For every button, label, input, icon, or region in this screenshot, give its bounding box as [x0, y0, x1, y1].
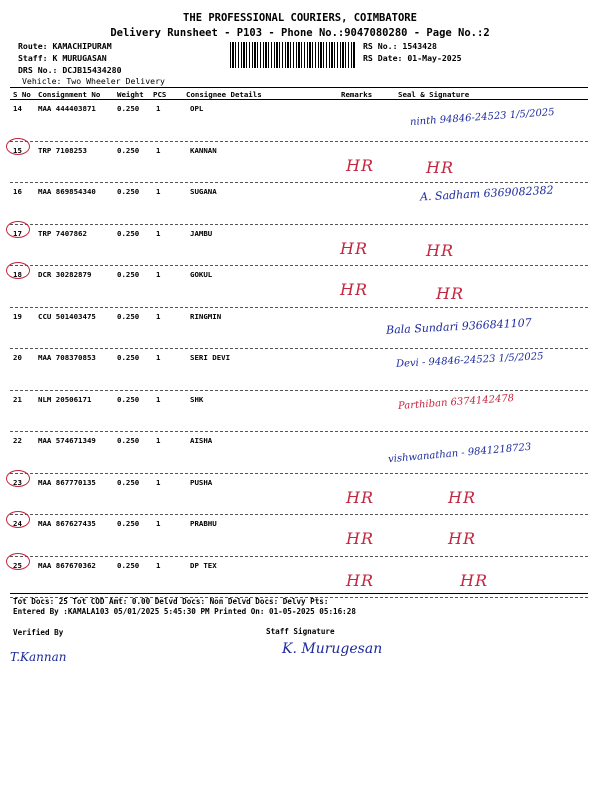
row-circle-mark [6, 221, 30, 238]
row-sno: 23 [13, 477, 22, 487]
table-row [0, 266, 600, 308]
row-signature: HR [448, 529, 476, 548]
row-remark: HR [346, 155, 374, 175]
row-consignee: KANNAN [190, 145, 217, 155]
entered-line: Entered By :KAMALA103 05/01/2025 5:45:30 PM Printed On: 01-05-2025 05:16:28 [13, 607, 356, 616]
row-sno: 21 [13, 394, 22, 404]
row-weight: 0.250 [117, 228, 140, 238]
row-pcs: 1 [156, 519, 161, 528]
row-sno: 17 [13, 228, 22, 238]
row-consignee: RINGMIN [190, 311, 222, 321]
row-consignment-no: TRP 7407862 [38, 228, 87, 238]
row-circle-mark [6, 470, 30, 487]
barcode-image [230, 42, 356, 68]
runsheet-title: Delivery Runsheet - P103 - Phone No.:9047080280 - Page No.:2 [110, 27, 490, 39]
row-signature: HR [436, 284, 464, 303]
rs-number: RS No.: 1543428 [363, 41, 437, 51]
row-consignment-no: MAA 867770135 [38, 477, 96, 487]
drs-number: DRS No.: DCJB15434280 [18, 65, 122, 75]
row-consignment-no: MAA 869854340 [38, 187, 96, 196]
row-consignee: PRABHU [190, 519, 217, 528]
row-weight: 0.250 [117, 353, 140, 362]
totals-line: Tot Docs: 25 Tot COD Amt: 0.00 Delvd Docs: Non Delvd Docs: Delvy Pts: [13, 597, 329, 606]
row-consignee: SERI DEVI [190, 353, 231, 362]
row-signature: HR [460, 570, 488, 590]
table-row [0, 391, 600, 433]
table-row [0, 432, 600, 474]
verifier-signature: T.Kannan [10, 650, 67, 664]
row-weight: 0.250 [117, 104, 140, 113]
row-signature: Bala Sundari 9366841107 [385, 315, 533, 337]
row-sno: 15 [13, 145, 22, 155]
row-consignment-no: MAA 708370853 [38, 353, 96, 362]
row-weight: 0.250 [117, 477, 140, 487]
table-row [0, 308, 600, 350]
row-pcs: 1 [156, 145, 161, 155]
row-weight: 0.250 [117, 145, 140, 155]
row-consignee: AISHA [190, 436, 213, 445]
row-consignee: SUGANA [190, 187, 217, 196]
row-pcs: 1 [156, 436, 161, 445]
col-seal-signature: Seal & Signature [398, 90, 470, 99]
row-weight: 0.250 [117, 311, 140, 321]
row-sno: 18 [13, 270, 22, 279]
row-consignee: GOKUL [190, 270, 213, 279]
row-weight: 0.250 [117, 394, 140, 404]
row-sno: 16 [13, 187, 22, 196]
staff-label: Staff: K MURUGASAN [18, 53, 107, 63]
table-row [0, 474, 600, 516]
row-weight: 0.250 [117, 187, 140, 196]
row-consignment-no: MAA 444403871 [38, 104, 96, 113]
col-pcs: PCS [153, 90, 167, 99]
row-signature: HR [426, 240, 454, 260]
staff-signature-label: Staff Signature [266, 627, 335, 636]
row-sno: 19 [13, 311, 22, 321]
row-consignment-no: CCU 501403475 [38, 311, 96, 321]
header-top-rule [10, 87, 588, 88]
row-signature: Devi - 94846-24523 1/5/2025 [395, 351, 544, 370]
row-sno: 20 [13, 353, 22, 362]
row-pcs: 1 [156, 104, 161, 113]
col-consignee: Consignee Details [186, 90, 262, 99]
row-circle-mark [6, 553, 30, 570]
row-circle-mark [6, 262, 30, 279]
row-circle-mark [6, 511, 30, 528]
table-row [0, 183, 600, 225]
row-signature: vishwanathan - 9841218723 [387, 441, 532, 466]
row-signature: A. Sadham 6369082382 [419, 183, 554, 204]
row-pcs: 1 [156, 394, 161, 404]
row-weight: 0.250 [117, 519, 140, 528]
row-signature: ninth 94846-24523 1/5/2025 [409, 106, 555, 129]
row-pcs: 1 [156, 353, 161, 362]
row-remark: HR [340, 280, 368, 299]
route-label: Route: KAMACHIPURAM [18, 41, 112, 51]
row-signature: Parthiban 6374142478 [397, 392, 515, 412]
row-pcs: 1 [156, 560, 161, 570]
table-row [0, 142, 600, 184]
row-consignment-no: NLM 20506171 [38, 394, 92, 404]
row-pcs: 1 [156, 187, 161, 196]
row-sno: 24 [13, 519, 22, 528]
row-consignment-no: MAA 574671349 [38, 436, 96, 445]
row-remark: HR [346, 529, 374, 548]
row-consignment-no: DCR 30282879 [38, 270, 92, 279]
row-sno: 25 [13, 560, 22, 570]
row-weight: 0.250 [117, 560, 140, 570]
row-signature: HR [426, 157, 454, 177]
col-sno: S No [13, 90, 31, 99]
verified-by-label: Verified By [13, 628, 64, 637]
vehicle-label: Vehicle: Two Wheeler Delivery [22, 76, 165, 86]
row-consignee: PUSHA [190, 477, 213, 487]
row-sno: 22 [13, 436, 22, 445]
row-pcs: 1 [156, 228, 161, 238]
row-pcs: 1 [156, 311, 161, 321]
row-signature: HR [448, 487, 476, 507]
row-pcs: 1 [156, 270, 161, 279]
row-consignee: SHK [190, 394, 204, 404]
row-consignment-no: MAA 867627435 [38, 519, 96, 528]
staff-handwritten-signature: K. Murugesan [282, 641, 383, 657]
col-remarks: Remarks [341, 90, 373, 99]
row-remark: HR [346, 487, 374, 507]
table-row [0, 225, 600, 267]
row-pcs: 1 [156, 477, 161, 487]
row-remark: HR [346, 570, 374, 590]
row-consignee: DP TEX [190, 560, 217, 570]
row-consignee: JAMBU [190, 228, 213, 238]
table-row [0, 515, 600, 557]
col-consignment: Consignment No [38, 90, 101, 99]
footer-rule [10, 593, 588, 594]
row-weight: 0.250 [117, 270, 140, 279]
table-row [0, 349, 600, 391]
row-sno: 14 [13, 104, 22, 113]
row-circle-mark [6, 138, 30, 155]
table-row [0, 100, 600, 142]
row-consignment-no: MAA 867670362 [38, 560, 96, 570]
company-title: THE PROFESSIONAL COURIERS, COIMBATORE [183, 12, 417, 24]
row-consignment-no: TRP 7108253 [38, 145, 87, 155]
row-consignee: OPL [190, 104, 204, 113]
col-weight: Weight [117, 90, 144, 99]
row-weight: 0.250 [117, 436, 140, 445]
rs-date: RS Date: 01-May-2025 [363, 53, 462, 63]
row-remark: HR [340, 238, 368, 258]
